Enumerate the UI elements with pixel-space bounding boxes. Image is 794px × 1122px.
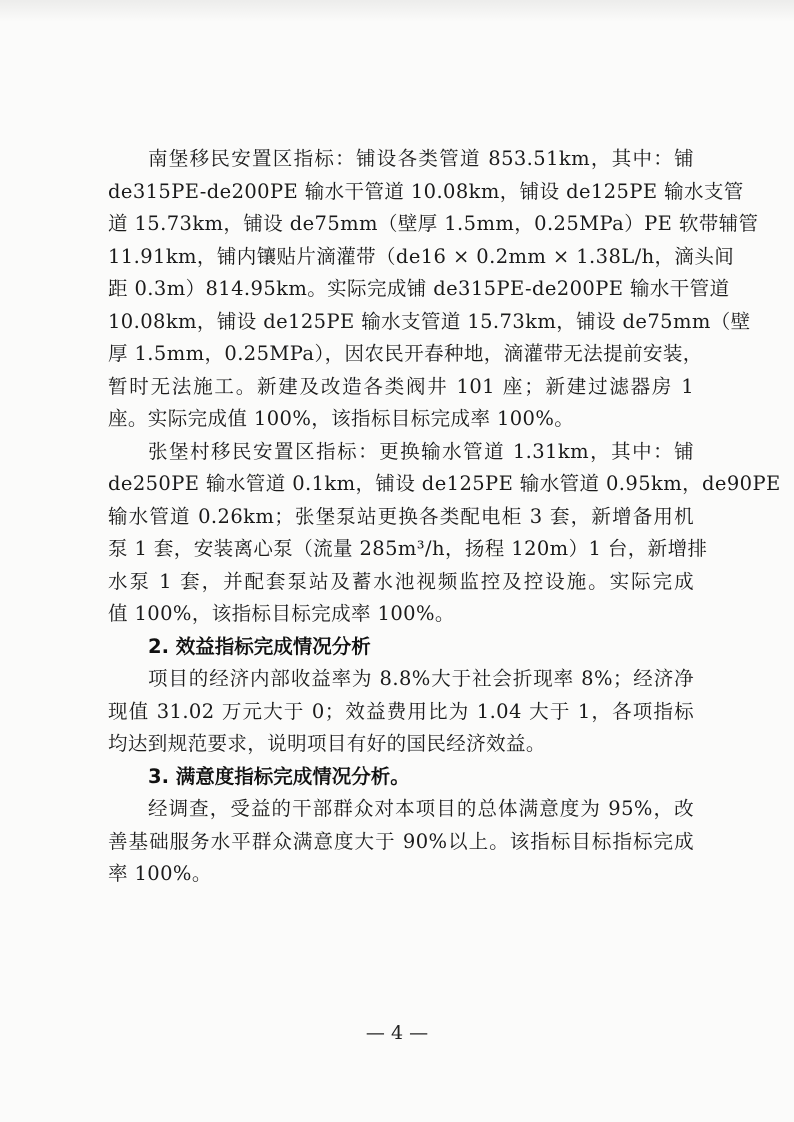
benefit-paragraph: [108, 663, 694, 761]
text-line: de315PE-de200PE 输水干管道 10.08km，铺设 de125PE 输水支管: [108, 179, 744, 203]
text-line: 11.91km，铺内镶贴片滴灌带（de16 × 0.2mm × 1.38L/h，滴头间: [108, 244, 735, 268]
text-line: 水泵 1 套，并配套泵站及蓄水池视频监控及控设施。实际完成: [108, 569, 694, 593]
text-line: de250PE 输水管道 0.1km，铺设 de125PE 输水管道 0.95km，de90PE: [108, 472, 781, 495]
text-line: 率 100%。: [108, 862, 212, 885]
text-line: 张堡村移民安置区指标：更换输水管道 1.31km，其中：铺: [148, 439, 694, 463]
satisfaction-paragraph: [108, 793, 694, 891]
text-line: 泵 1 套，安装离心泵（流量 285m³/h，扬程 120m）1 台，新增排: [108, 537, 708, 560]
text-line: 项目的经济内部收益率为 8.8%大于社会折现率 8%；经济净: [148, 667, 694, 690]
text-line: 暂时无法施工。新建及改造各类阀井 101 座；新建过滤器房 1: [108, 374, 694, 398]
zhangbao-paragraph: [108, 436, 781, 631]
nanbao-paragraph: [108, 143, 759, 436]
benefit-heading: 2. 效益指标完成情况分析: [148, 634, 371, 658]
text-line: 距 0.3m）814.95km。实际完成铺 de315PE-de200PE 输水干管道: [108, 277, 730, 300]
text-line: 均达到规范要求，说明项目有好的国民经济效益。: [108, 732, 546, 755]
text-line: 道 15.73km，铺设 de75mm（壁厚 1.5mm，0.25MPa）PE 软带辅管: [108, 212, 759, 235]
text-line: 10.08km，铺设 de125PE 输水支管道 15.73km，铺设 de75mm（壁: [108, 309, 751, 333]
text-line: 现值 31.02 万元大于 0；效益费用比为 1.04 大于 1，各项指标: [108, 699, 694, 723]
page-content: [108, 143, 781, 891]
text-line: 经调查，受益的干部群众对本项目的总体满意度为 95%，改: [148, 797, 694, 820]
text-line: 善基础服务水平群众满意度大于 90%以上。该指标目标指标完成: [108, 829, 694, 853]
text-line: 厚 1.5mm，0.25MPa），因农民开春种地，滴灌带无法提前安装，: [108, 342, 703, 365]
text-line: 座。实际完成值 100%，该指标目标完成率 100%。: [108, 407, 575, 430]
text-line: 值 100%，该指标目标完成率 100%。: [108, 602, 455, 625]
text-line: 南堡移民安置区指标：铺设各类管道 853.51km，其中：铺: [148, 147, 694, 170]
text-line: 输水管道 0.26km；张堡泵站更换各类配电柜 3 套，新增备用机: [108, 504, 694, 528]
scan-edge-shadow: [0, 0, 794, 22]
page-number: — 4 —: [365, 1022, 429, 1044]
satisfaction-heading: 3. 满意度指标完成情况分析。: [148, 764, 410, 788]
